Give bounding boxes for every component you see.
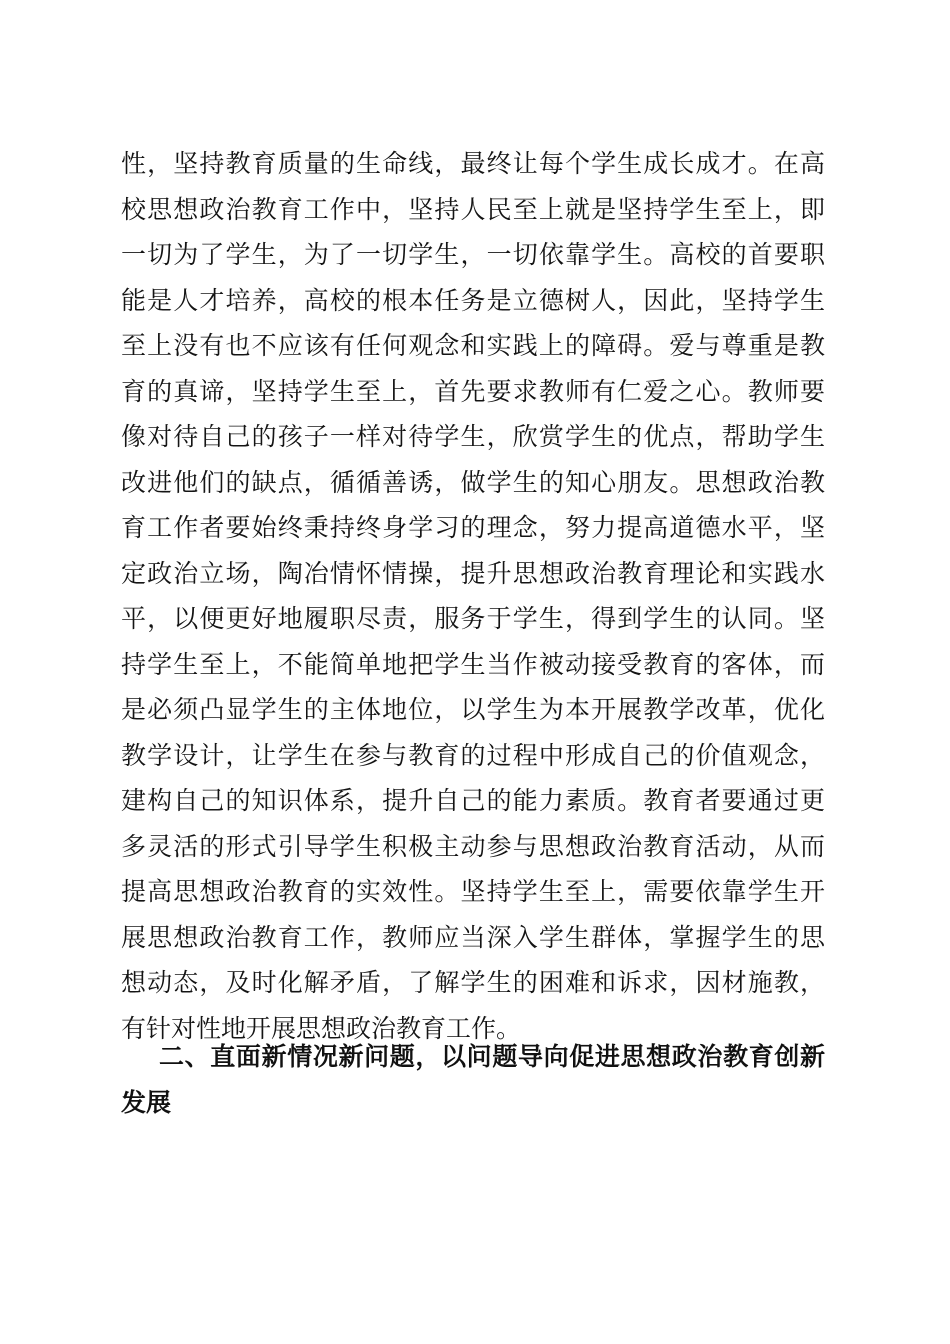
- body-paragraph: [121, 141, 825, 1051]
- paragraph-line: 平，以便更好地履职尽责，服务于学生，得到学生的认同。坚: [121, 604, 825, 633]
- paragraph-line: 是必须凸显学生的主体地位，以学生为本开展教学改革，优化: [121, 695, 825, 724]
- section-heading: [121, 1034, 825, 1125]
- paragraph-line: 有针对性地开展思想政治教育工作。: [121, 1013, 522, 1043]
- paragraph-line: 至上没有也不应该有任何观念和实践上的障碍。爱与尊重是教: [121, 331, 825, 360]
- paragraph-line: 持学生至上，不能简单地把学生当作被动接受教育的客体，而: [121, 649, 825, 679]
- paragraph-line: 育工作者要始终秉持终身学习的理念，努力提高道德水平，坚: [121, 513, 825, 542]
- paragraph-line: 定政治立场，陶冶情怀情操，提升思想政治教育理论和实践水: [121, 558, 825, 588]
- paragraph-line: 教学设计，让学生在参与教育的过程中形成自己的价值观念，: [121, 740, 825, 770]
- paragraph-line: 想动态，及时化解矛盾，了解学生的困难和诉求，因材施教，: [121, 968, 825, 997]
- paragraph-line: 建构自己的知识体系，提升自己的能力素质。教育者要通过更: [121, 786, 825, 815]
- paragraph-line: 展思想政治教育工作，教师应当深入学生群体，掌握学生的思: [121, 922, 825, 952]
- paragraph-line: 性，坚持教育质量的生命线，最终让每个学生成长成才。在高: [121, 149, 825, 178]
- section-heading-line: 发展: [121, 1087, 172, 1117]
- paragraph-line: 能是人才培养，高校的根本任务是立德树人，因此，坚持学生: [121, 285, 825, 315]
- paragraph-line: 像对待自己的孩子一样对待学生，欣赏学生的优点，帮助学生: [121, 422, 825, 451]
- paragraph-line: 多灵活的形式引导学生积极主动参与思想政治教育活动，从而: [121, 831, 825, 861]
- paragraph-line: 改进他们的缺点，循循善诱，做学生的知心朋友。思想政治教: [121, 467, 825, 497]
- paragraph-line: 校思想政治教育工作中，坚持人民至上就是坚持学生至上，即: [121, 194, 825, 224]
- paragraph-line: 一切为了学生，为了一切学生，一切依靠学生。高校的首要职: [121, 240, 825, 269]
- section-heading-line: 二、直面新情况新问题，以问题导向促进思想政治教育创新: [159, 1042, 825, 1071]
- paragraph-line: 提高思想政治教育的实效性。坚持学生至上，需要依靠学生开: [121, 877, 825, 906]
- paragraph-line: 育的真谛，坚持学生至上，首先要求教师有仁爱之心。教师要: [121, 376, 825, 406]
